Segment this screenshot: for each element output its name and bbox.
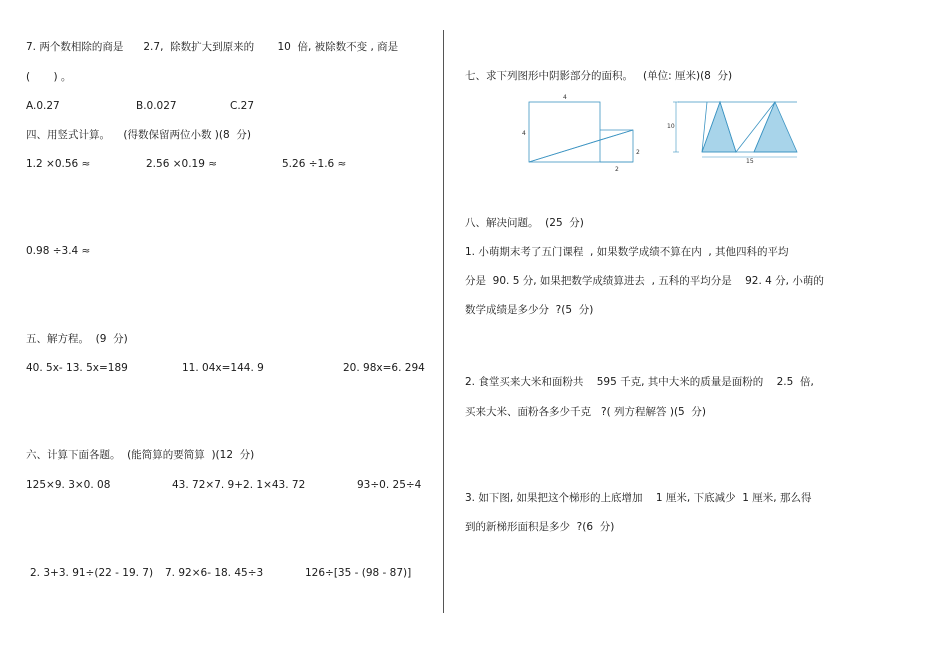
expr-6: 126÷[35 - (98 - 87)] [305,567,412,579]
calc-item-2: 2.56 ×0.19 ≈ [146,158,218,170]
section-6-title: 六、计算下面各题。 (能简算的要简算 )(12 分) [26,449,255,461]
calc-item-1: 1.2 ×0.56 ≈ [26,158,91,170]
fig2-label-base: 15 [746,158,754,165]
problem-2-line1: 2. 食堂买来大米和面粉共 595 千克, 其中大米的质量是面粉的 2.5 倍, [465,376,814,388]
q7-answer-blank: ( ) 。 [26,71,72,83]
problem-1-line3: 数学成绩是多少分 ?(5 分) [465,304,594,316]
q7-line1: 7. 两个数相除的商是 2.7, 除数扩大到原来的 10 倍, 被除数不变 , 商是 [26,41,399,53]
section-4-title: 四、用竖式计算。 (得数保留两位小数 )(8 分) [26,129,251,141]
equation-3: 20. 98x=6. 294 [343,362,425,374]
fig1-label-top: 4 [563,94,567,101]
fig1-label-left: 4 [522,130,526,137]
q7-option-b: B.0.027 [136,100,177,112]
expr-4: 2. 3+3. 91÷(22 - 19. 7) [30,567,154,579]
section-7-title: 七、求下列图形中阴影部分的面积。 (单位: 厘米)(8 分) [465,70,733,82]
equation-2: 11. 04x=144. 9 [182,362,264,374]
problem-1-line2: 分是 90. 5 分, 如果把数学成绩算进去 , 五科的平均分是 92. 4 分, 小萌的 [465,275,824,287]
calc-item-4: 0.98 ÷3.4 ≈ [26,245,91,257]
shaded-figure-2 [662,95,802,165]
problem-1-line1: 1. 小萌期末考了五门课程 , 如果数学成绩不算在内 , 其他四科的平均 [465,246,789,258]
fig2-label-height: 10 [667,123,675,130]
fig1-label-bottom: 2 [615,166,619,173]
section-5-title: 五、解方程。 (9 分) [26,333,128,345]
problem-2-line2: 买来大米、面粉各多少千克 ?( 列方程解答 )(5 分) [465,406,707,418]
expr-1: 125×9. 3×0. 08 [26,479,111,491]
shaded-figure-1 [520,92,640,176]
column-divider [443,30,444,613]
equation-1: 40. 5x- 13. 5x=189 [26,362,128,374]
expr-2: 43. 72×7. 9+2. 1×43. 72 [172,479,306,491]
problem-3-line1: 3. 如下图, 如果把这个梯形的上底增加 1 厘米, 下底减少 1 厘米, 那么得 [465,492,812,504]
section-8-title: 八、解决问题。 (25 分) [465,217,584,229]
expr-5: 7. 92×6- 18. 45÷3 [165,567,264,579]
q7-option-a: A.0.27 [26,100,60,112]
problem-3-line2: 到的新梯形面积是多少 ?(6 分) [465,521,615,533]
q7-option-c: C.27 [230,100,255,112]
expr-3: 93÷0. 25÷4 [357,479,422,491]
calc-item-3: 5.26 ÷1.6 ≈ [282,158,347,170]
fig1-label-right: 2 [636,149,640,156]
